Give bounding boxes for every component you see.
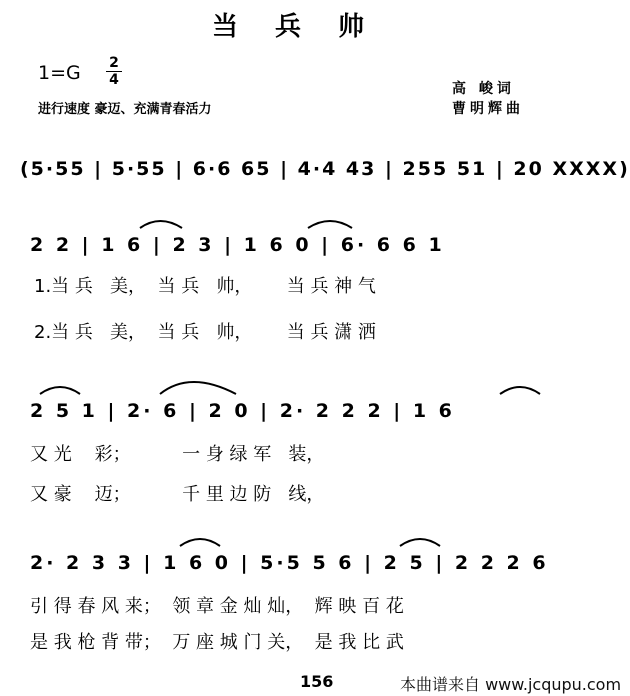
time-signature-top: 2 xyxy=(109,55,119,71)
system2-verse1: 又 光 彩； 一 身 绿 军 装， xyxy=(30,444,325,465)
composer-credit: 曹明辉曲 xyxy=(452,101,524,117)
system3-notes: 2· 2 3 3 | 1 6 0 | 5·5 5 6 | 2 5 | 2 2 2 6 xyxy=(30,552,549,574)
slur-arc xyxy=(308,221,352,228)
system2-notes: 2 5 1 | 2· 6 | 2 0 | 2· 2 2 2 | 1 6 xyxy=(30,400,455,422)
site-watermark: 本曲谱来自 www.jcqupu.com xyxy=(400,675,622,694)
lyricist-credit: 高 峻词 xyxy=(452,81,515,97)
slur-arc xyxy=(140,221,182,228)
intro-notation: (5·55 | 5·55 | 6·6 65 | 4·4 43 | 255 51 | 20 XXXX) xyxy=(20,158,630,180)
system1-verse2: 2.当 兵 美， 当 兵 帅， 当 兵 潇 洒 xyxy=(34,322,376,343)
key-signature: 1=G xyxy=(38,62,81,84)
system2-verse2: 又 豪 迈； 千 里 边 防 线， xyxy=(30,484,325,505)
tempo-marking: 进行速度 豪迈、充满青春活力 xyxy=(38,102,212,117)
slur-arc xyxy=(180,539,220,546)
system1-notes: 2 2 | 1 6 | 2 3 | 1 6 0 | 6· 6 6 1 xyxy=(30,234,445,256)
system1-verse1: 1.当 兵 美， 当 兵 帅， 当 兵 神 气 xyxy=(34,276,376,297)
song-title: 当 兵 帅 xyxy=(211,12,379,42)
slur-arc xyxy=(160,382,236,394)
slur-arc xyxy=(500,387,540,394)
slur-arc xyxy=(400,539,440,546)
system3-verse2: 是 我 枪 背 带； 万 座 城 门 关， 是 我 比 武 xyxy=(30,632,404,653)
page-number: 156 xyxy=(300,672,334,691)
time-signature-bottom: 4 xyxy=(109,72,119,88)
slur-arc xyxy=(40,387,80,394)
system3-verse1: 引 得 春 风 来； 领 章 金 灿 灿， 辉 映 百 花 xyxy=(30,596,404,617)
